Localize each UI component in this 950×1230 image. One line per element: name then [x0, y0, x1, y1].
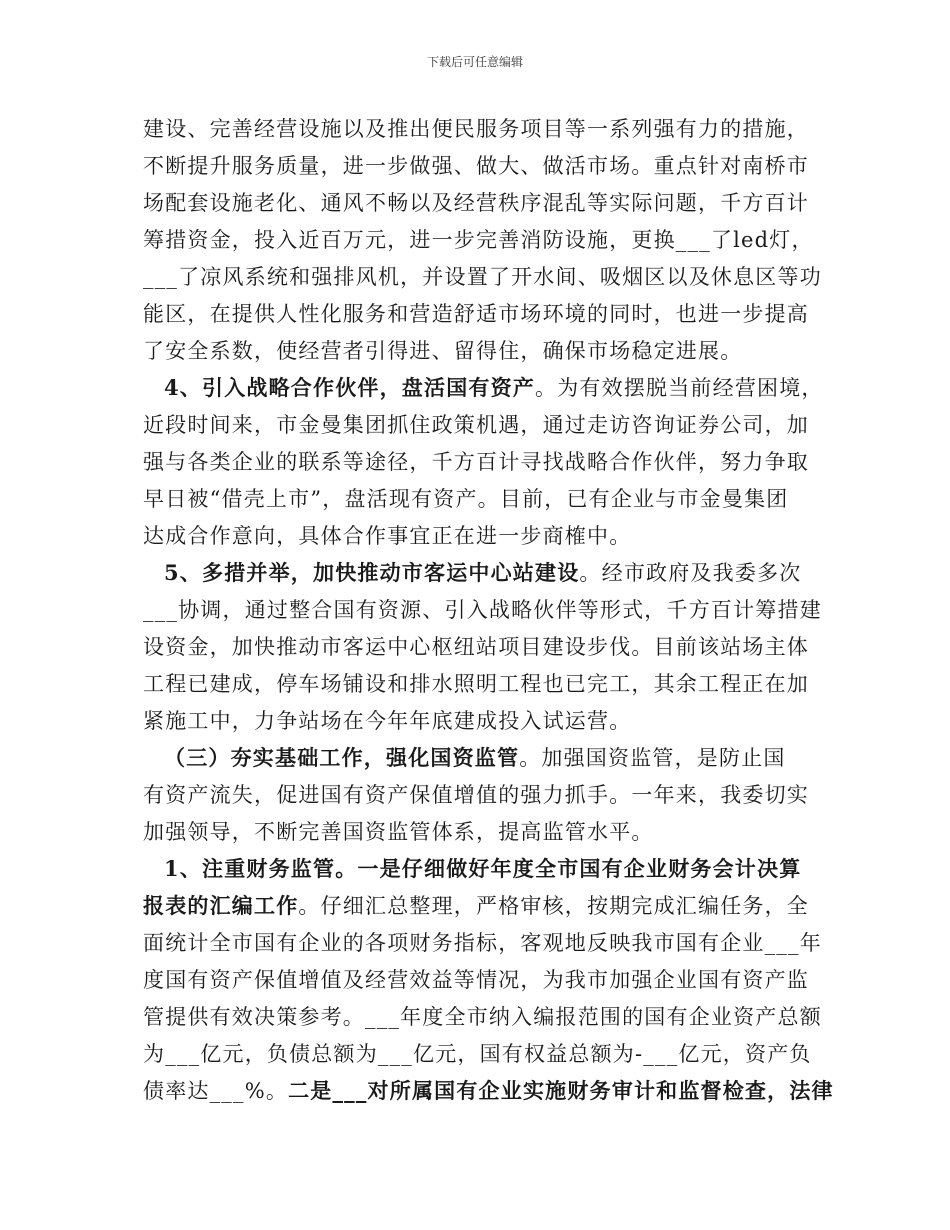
text-span: 度国有资产保值增值及经营效益等情况，为我市加强企业国有资产监: [143, 968, 809, 992]
text-line-21: [164, 851, 813, 887]
text-line-3: [143, 185, 813, 221]
text-line-7: [143, 333, 813, 369]
text-span: 能区，在提供人性化服务和营造舒适市场环境的同时，也进一步提高: [143, 302, 809, 326]
text-span: 了安全系数，使经营者引得进、留得住，确保市场稳定进展。: [143, 339, 743, 363]
text-span: 筹措资金，投入近百万元，进一步完善消防设施，更换___了led灯，: [143, 228, 814, 252]
text-span: 有资产流失，促进国有资产保值增值的强力抓手。一年来，我委切实: [143, 783, 809, 807]
section-heading: （三）夯实基础工作，强化国资监管: [164, 745, 520, 770]
text-span: 。为有效摆脱当前经营困境，: [535, 376, 824, 400]
text-line-5: [143, 259, 822, 295]
text-line-27: [143, 1073, 834, 1109]
text-line-19: [143, 777, 813, 813]
text-span: 加强领导，不断完善国资监管体系，提高监管水平。: [143, 820, 654, 844]
text-line-12: [143, 518, 813, 554]
text-line-25: [143, 999, 822, 1035]
text-span: 紧施工中，力争站场在今年年底建成投入试运营。: [143, 709, 632, 733]
section-heading: 5、多措并举，加快推动市客运中心站建设: [164, 560, 580, 585]
text-line-24: [143, 962, 813, 998]
text-span: 建设、完善经营设施以及推出便民服务项目等一系列强有力的措施，: [143, 117, 809, 141]
text-line-14: [143, 592, 822, 628]
text-line-1: [143, 111, 813, 147]
text-span: 早日被“借壳上市”，盘活现有资产。目前，已有企业与市金曼集团: [143, 487, 789, 511]
text-span: 强与各类企业的联系等途径，千方百计寻找战略合作伙伴，努力争取: [143, 450, 809, 474]
text-span: 面统计全市国有企业的各项财务指标，客观地反映我市国有企业___年: [143, 931, 822, 955]
text-line-13: [164, 555, 813, 591]
section-heading: 1、注重财务监管。一是仔细做好年度全市国有企业财务会计决算: [164, 856, 802, 881]
text-line-22: [143, 888, 813, 924]
text-span: 为___亿元，负债总额为___亿元，国有权益总额为-___亿元，资产负: [143, 1042, 812, 1066]
text-line-18: [164, 740, 813, 776]
text-span: 达成合作意向，具体合作事宜正在进一步商榷中。: [143, 524, 632, 548]
text-span: ___了凉风系统和强排风机，并设置了开水间、吸烟区以及休息区等功: [143, 265, 822, 289]
text-line-4: [143, 222, 813, 258]
text-span: 工程已建成，停车场铺设和排水照明工程也已完工，其余工程正在加: [143, 672, 809, 696]
text-span: 债率达___%。: [143, 1079, 289, 1103]
text-line-10: [143, 444, 813, 480]
page-header: 下载后可任意编辑: [426, 55, 523, 69]
text-line-26: [143, 1036, 813, 1072]
text-line-2: [143, 148, 813, 184]
text-line-8: [164, 370, 824, 406]
text-span: 近段时间来，市金曼集团抓住政策机遇，通过走访咨询证券公司，加: [143, 413, 809, 437]
text-line-20: [143, 814, 813, 850]
text-span: 。经市政府及我委多次: [579, 561, 802, 585]
text-span: 场配套设施老化、通风不畅以及经营秩序混乱等实际问题，千方百计: [143, 191, 809, 215]
section-heading: 4、引入战略合作伙伴，盘活国有资产: [164, 375, 536, 400]
text-span: 。仔细汇总整理，严格审核，按期完成汇编任务，全: [298, 894, 810, 918]
text-line-15: [143, 629, 813, 665]
text-span: 设资金，加快推动市客运中心枢纽站项目建设步伐。目前该站场主体: [143, 635, 809, 659]
bold-span: 报表的汇编工作: [143, 893, 299, 918]
text-line-16: [143, 666, 813, 702]
text-span: 管提供有效决策参考。___年度全市纳入编报范围的国有企业资产总额: [143, 1005, 822, 1029]
text-line-11: [143, 481, 813, 517]
text-line-17: [143, 703, 813, 739]
bold-span: 二是___对所属国有企业实施财务审计和监督检查，法律: [288, 1078, 834, 1103]
text-line-6: [143, 296, 813, 332]
text-span: 。加强国资监管，是防止国: [519, 746, 786, 770]
text-line-23: [143, 925, 822, 961]
text-span: ___协调，通过整合国有资源、引入战略伙伴等形式，千方百计筹措建: [143, 598, 822, 622]
text-line-9: [143, 407, 813, 443]
text-span: 不断提升服务质量，进一步做强、做大、做活市场。重点针对南桥市: [143, 154, 809, 178]
